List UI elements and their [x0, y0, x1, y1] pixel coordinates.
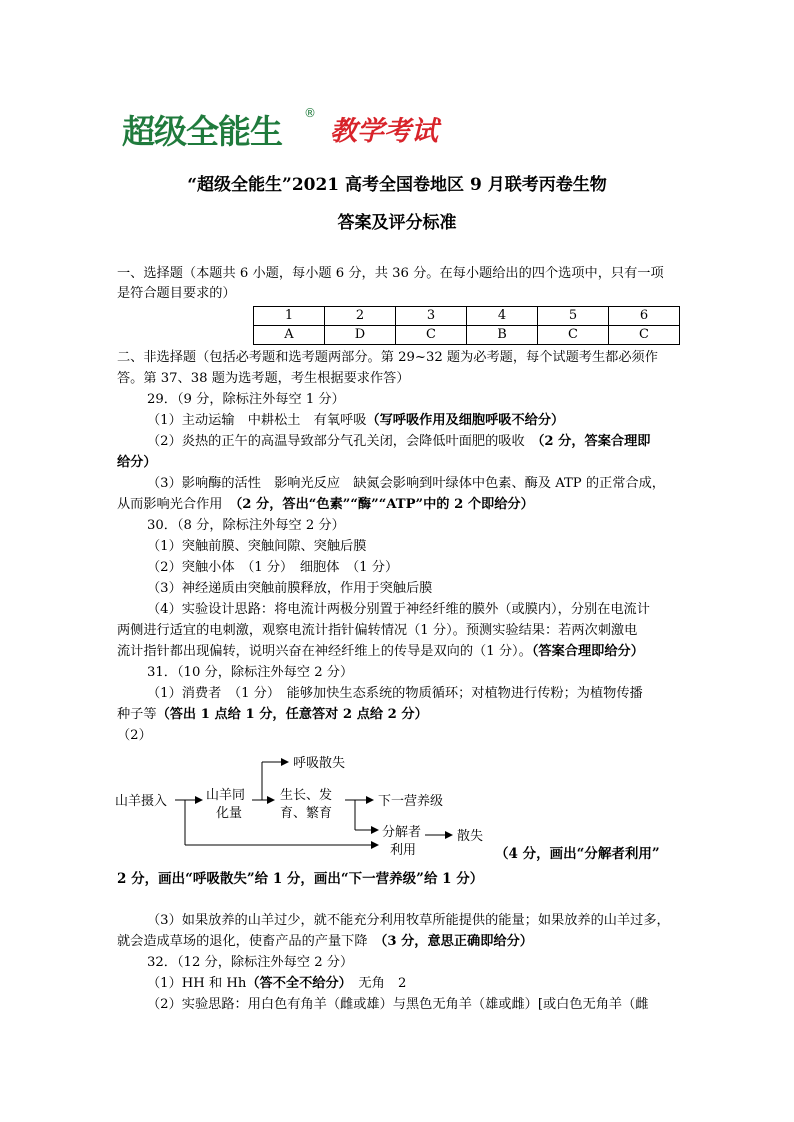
q31-answer-3: （3）如果放养的山羊过少，就不能充分利用牧草所能提供的能量；如果放养的山羊过多， — [147, 913, 670, 928]
q31-answer-2-label: （2） — [117, 728, 152, 743]
table-cell: C — [538, 326, 609, 345]
node-assimilation-1: 山羊同 — [206, 788, 246, 803]
answer-text: 从而影响光合作用 — [117, 497, 236, 512]
q30-answer-4-cont1: 两侧进行适宜的电刺激，观察电流计指针偏转情况（1 分）。预测实验结果：若两次刺激电 — [117, 623, 638, 638]
answer-table — [253, 306, 680, 345]
answer-text: 流计指针都出现偏转，说明兴奋在神经纤维上的传导是双向的（1 分）。 — [117, 644, 532, 659]
answer-text: （2）炎热的正午的高温导致部分气孔关闭，会降低叶面肥的吸收 — [147, 434, 538, 449]
node-decomposer-2: 利用 — [390, 843, 417, 858]
scoring-note: （2 分，答案合理即 — [537, 434, 651, 449]
node-growth-1: 生长、发 — [280, 788, 333, 803]
node-growth-2: 育、繁育 — [280, 806, 333, 821]
table-cell: D — [325, 326, 396, 345]
registered-mark: ® — [304, 106, 316, 120]
q31-answer-2-note: （4 分，画出“分解者利用” — [495, 846, 660, 862]
q29-answer-3-cont — [117, 495, 534, 515]
q29-answer-1 — [147, 411, 564, 431]
q32-answer-1 — [147, 974, 406, 994]
q30-answer-3: （3）神经递质由突触前膜释放，作用于突触后膜 — [147, 581, 433, 596]
table-cell: 1 — [254, 307, 325, 326]
q32-heading: 32．（12 分，除标注外每空 2 分） — [147, 955, 354, 970]
table-cell: 2 — [325, 307, 396, 326]
scoring-note: （答不全不给分） — [246, 976, 346, 991]
scoring-note: （写呼吸作用及细胞呼吸不给分） — [366, 413, 565, 428]
answer-text: 种子等 — [117, 707, 157, 722]
answer-text: （1）主动运输 中耕松土 有氧呼吸 — [147, 413, 367, 428]
node-respiration: 呼吸散失 — [293, 756, 346, 771]
node-assimilation-2: 化量 — [216, 806, 243, 821]
brand-sublogo: 教学考试 — [330, 116, 438, 147]
q30-answer-2: （2）突触小体 （1 分） 细胞体 （1 分） — [147, 560, 399, 575]
scoring-note: （答案合理即给分） — [531, 644, 644, 659]
q29-heading: 29．（9 分，除标注外每空 1 分） — [147, 392, 345, 407]
table-cell: 6 — [609, 307, 680, 326]
page-subtitle: 答案及评分标准 — [337, 213, 457, 233]
table-cell: 5 — [538, 307, 609, 326]
table-cell: C — [396, 326, 467, 345]
energy-flow-diagram — [110, 750, 510, 860]
table-cell: 3 — [396, 307, 467, 326]
table-cell: B — [467, 326, 538, 345]
answer-text: 就会造成草场的退化，使畜产品的产量下降 — [117, 934, 381, 949]
q30-heading: 30．（8 分，除标注外每空 2 分） — [147, 518, 345, 533]
q31-answer-3-cont — [117, 932, 533, 952]
answer-text: （1）HH 和 Hh — [147, 976, 247, 991]
q31-answer-2-note-cont: 2 分，画出“呼吸散失”给 1 分，画出“下一营养级”给 1 分） — [117, 871, 484, 887]
section2-intro-line2: 答。第 37、38 题为选考题，考生根据要求作答） — [117, 371, 410, 386]
scoring-note: （2 分，答出“色素”“酶”“ATP”中的 2 个即给分） — [235, 497, 534, 512]
table-cell: A — [254, 326, 325, 345]
q30-answer-4-cont2 — [117, 642, 644, 662]
section2-intro-line1: 二、非选择题（包括必考题和选考题两部分。第 29~32 题为必考题，每个试题考生都必须作 — [117, 350, 658, 365]
scoring-note: （答出 1 点给 1 分，任意答对 2 点给 2 分） — [156, 707, 428, 722]
node-lost: 散失 — [457, 829, 484, 844]
q32-answer-2: （2）实验思路：用白色有角羊（雌或雄）与黑色无角羊（雄或雌）[或白色无角羊（雌 — [147, 997, 649, 1012]
q31-answer-1-cont — [117, 705, 428, 725]
q30-answer-1: （1）突触前膜、突触间隙、突触后膜 — [147, 539, 367, 554]
table-cell: C — [609, 326, 680, 345]
q30-answer-4: （4）实验设计思路：将电流计两极分别置于神经纤维的膜外（或膜内），分别在电流计 — [147, 602, 650, 617]
node-decomposer-1: 分解者 — [382, 825, 422, 840]
q31-answer-1: （1）消费者 （1 分） 能够加快生态系统的物质循环；对植物进行传粉；为植物传播 — [147, 686, 643, 701]
section1-intro-line2: 是符合题目要求的） — [117, 286, 236, 301]
q29-answer-2-cont: 给分） — [117, 455, 157, 470]
answer-text: 无角 2 — [345, 976, 407, 991]
q29-answer-2 — [147, 432, 651, 452]
q29-answer-3: （3）影响酶的活性 影响光反应 缺氮会影响到叶绿体中色素、酶及 ATP 的正常合成， — [147, 476, 665, 491]
node-next-level: 下一营养级 — [378, 794, 444, 809]
section1-intro-line1: 一、选择题（本题共 6 小题，每小题 6 分，共 36 分。在每小题给出的四个选项中，只有一项 — [117, 266, 664, 281]
answer-table-number-row — [254, 307, 680, 326]
brand-logo: 超级全能生 — [122, 112, 282, 151]
page-title: “超级全能生”2021 高考全国卷地区 9 月联考丙卷生物 — [187, 175, 607, 195]
q31-heading: 31．（10 分，除标注外每空 2 分） — [147, 665, 354, 680]
node-intake: 山羊摄入 — [115, 794, 168, 809]
table-cell: 4 — [467, 307, 538, 326]
scoring-note: （3 分，意思正确即给分） — [380, 934, 533, 949]
answer-table-answer-row — [254, 326, 680, 345]
